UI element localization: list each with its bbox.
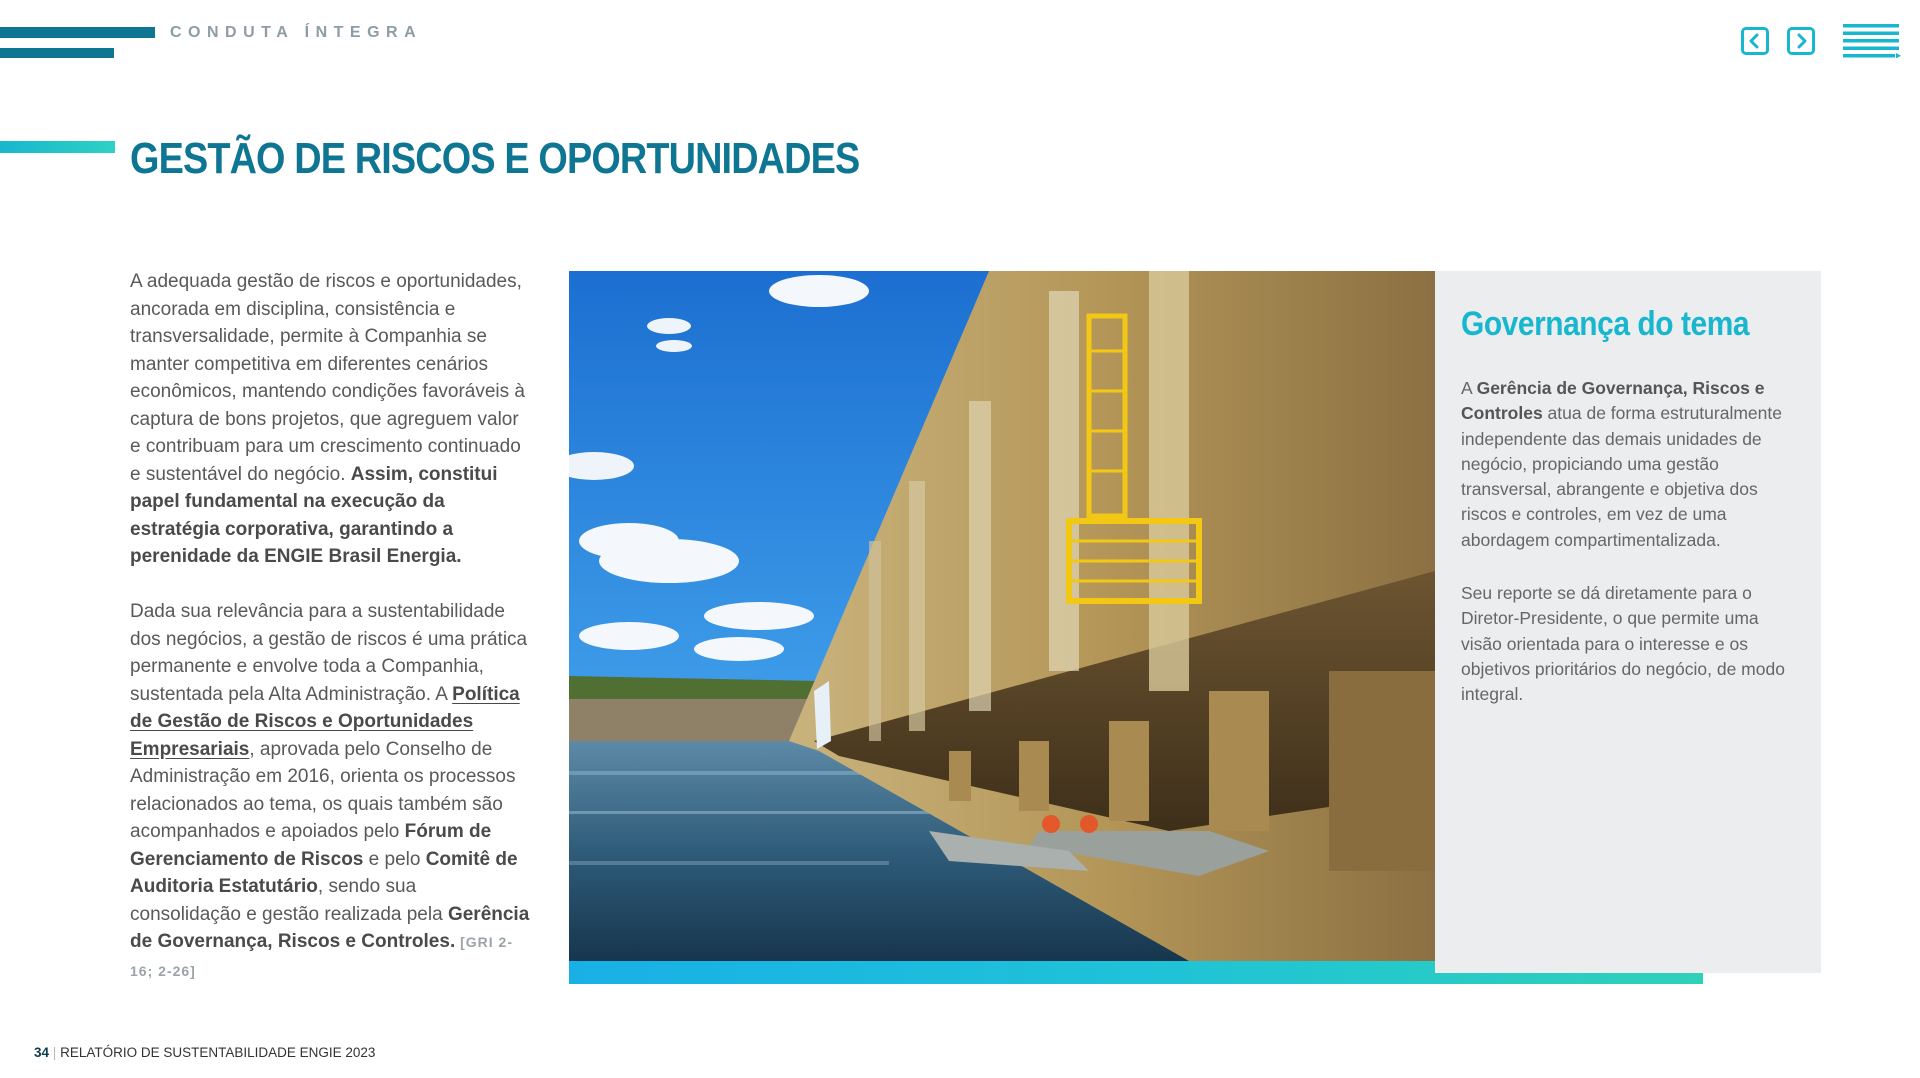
footer-separator: | — [52, 1045, 57, 1060]
previous-page-button[interactable] — [1741, 27, 1769, 55]
page-title: GESTÃO DE RISCOS E OPORTUNIDADES — [130, 134, 860, 183]
body-text: , sendo sua consolidação e gestão realizada pela — [130, 876, 448, 925]
sidebar-title: Governança do tema — [1461, 305, 1750, 343]
body-text: Dada sua relevância para a sustentabilidade dos negócios, a gestão de riscos é uma prática permanente e envolve toda a Companhia, sustentada pela Alta Administração. A — [130, 601, 528, 705]
policy-link[interactable]: Política de Gestão de Riscos e Oportunidades Empresariais — [130, 683, 520, 760]
department-name: Gerência de Governança, Riscos e Controles. — [130, 903, 530, 952]
body-emphasis: Assim, constitui papel fundamental na execução da estratégia corporativa, garantindo a perenidade da ENGIE Brasil Energia. — [130, 463, 498, 567]
body-text: , aprovada pelo Conselho de Administração em 2016, orienta os processos relacionados ao tema, os quais também são acompanhados e apoiados pelo — [130, 738, 516, 842]
body-text: A adequada gestão de riscos e oportunidades, ancorada em disciplina, consistência e transversalidade, permite à Companhia se manter competitiva em diferentes cenários econômicos, mantendo condições favoráveis à captura de bons projetos, que agreguem valor e contribuam para um crescimento continuado e sustentável do negócio. — [130, 271, 526, 485]
sidebar-body: atua de forma estruturalmente independente das demais unidades de negócio, propiciando uma gestão transversal, abrangente e objetiva dos riscos e controles, em vez de uma abordagem compartimentalizada. — [1461, 403, 1782, 550]
body-text: e pelo — [363, 848, 426, 870]
sidebar-text — [1461, 376, 1801, 736]
title-accent-bar — [0, 141, 115, 153]
body-text-column — [130, 268, 530, 1013]
page-footer — [34, 1045, 375, 1060]
header-accent-bar-top — [0, 27, 155, 38]
body-paragraph-1 — [130, 268, 530, 571]
committee-name: Comitê de Auditoria Estatutário — [130, 848, 518, 897]
menu-lines-icon[interactable] — [1843, 24, 1901, 58]
section-label: CONDUTA ÍNTEGRA — [170, 24, 423, 41]
next-page-button[interactable] — [1787, 27, 1815, 55]
body-paragraph-2 — [130, 598, 530, 985]
forum-name: Fórum de Gerenciamento de Riscos — [130, 821, 492, 870]
header-accent-bar-bottom — [0, 48, 114, 58]
gri-reference: [GRI 2-16; 2-26] — [130, 934, 513, 979]
page-number: 34 — [34, 1045, 50, 1060]
chevron-left-icon — [1747, 33, 1763, 49]
sidebar-paragraph-2: Seu reporte se dá diretamente para o Diretor-Presidente, o que permite uma visão orientada para o interesse e os objetivos prioritários do negócio, de modo integral. — [1461, 583, 1785, 705]
sidebar-paragraph-1 — [1461, 376, 1801, 553]
sidebar-body: A — [1461, 378, 1477, 398]
report-title: RELATÓRIO DE SUSTENTABILIDADE ENGIE 2023 — [60, 1045, 376, 1060]
sidebar-emphasis: Gerência de Governança, Riscos e Controles — [1461, 378, 1765, 424]
chevron-right-icon — [1793, 33, 1809, 49]
dam-photo — [569, 271, 1435, 961]
